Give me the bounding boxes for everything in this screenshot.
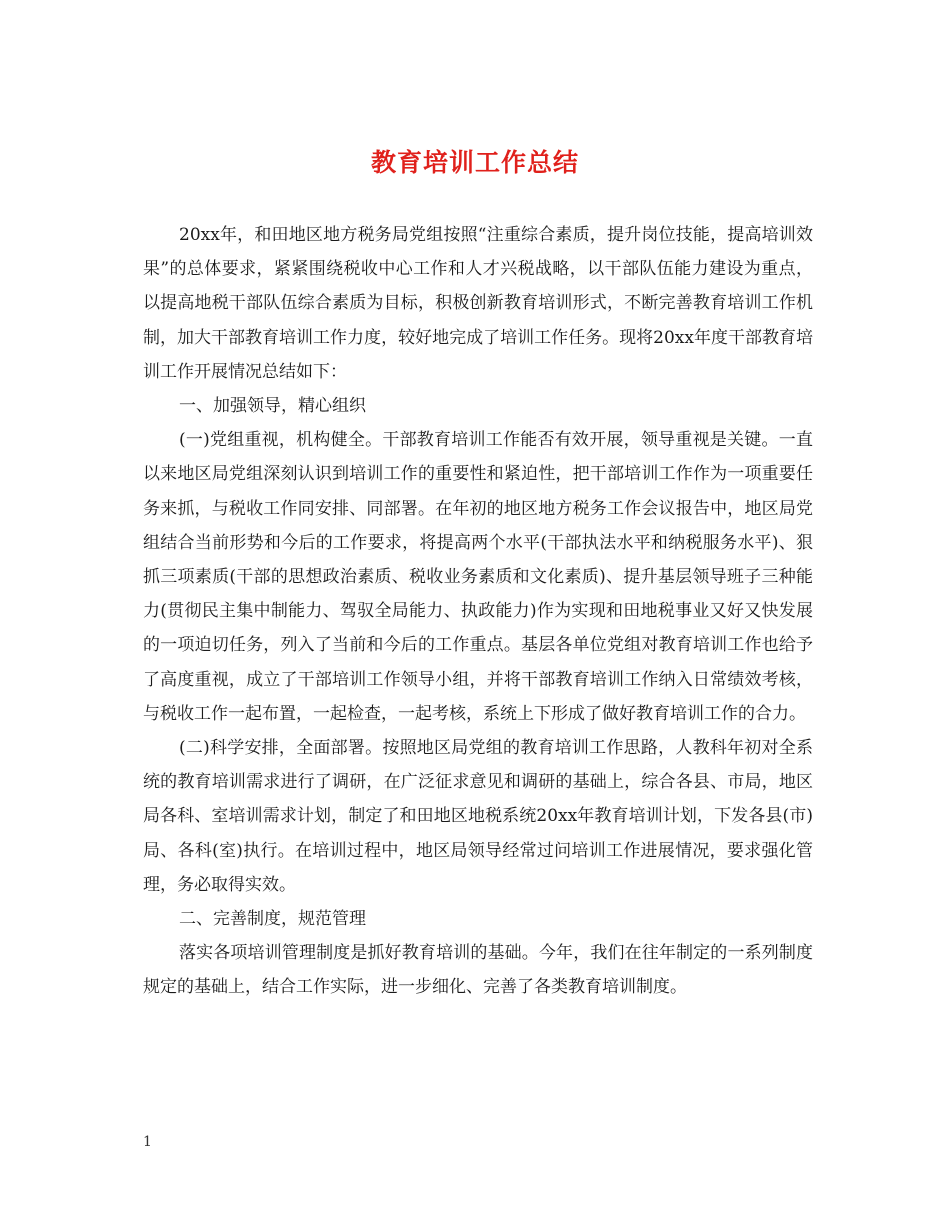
page-number: 1	[143, 1134, 152, 1150]
document-title: 教育培训工作总结	[370, 148, 579, 177]
paragraph-2: 落实各项培训管理制度是抓好教育培训的基础。今年，我们在往年制定的一系列制度规定的基础上，结合工作实际，进一步细化、完善了各类教育培训制度。	[143, 943, 813, 998]
section-heading-2: 二、完善制度，规范管理	[179, 909, 366, 930]
paragraph-1-1: (一)党组重视，机构健全。干部教育培训工作能否有效开展，领导重视是关键。一直以来地区局党组深刻认识到培训工作的重要性和紧迫性，把干部培训工作作为一项重要任务来抓，与税收工作同安排、同部署。在年初的地区地方税务工作会议报告中，地区局党组结合当前形势和今后的工作要求，将提高两个水平(干部执法水平和纳税服务水平)、狠抓三项素质(干部的思想政治素质、税收业务素质和文化素质)、提升基层领导班子三种能力(贯彻民主集中制能力、驾驭全局能力、执政能力)作为实现和田地税事业又好又快发展的一项迫切任务，列入了当前和今后的工作重点。基层各单位党组对教育培训工作也给予了高度重视，成立了干部培训工作领导小组，并将干部教育培训工作纳入日常绩效考核，与税收工作一起布置，一起检查，一起考核，系统上下形成了做好教育培训工作的合力。	[143, 430, 813, 724]
paragraph-intro: 20xx年，和田地区地方税务局党组按照“注重综合素质，提升岗位技能，提高培训效果”的总体要求，紧紧围绕税收中心工作和人才兴税战略，以干部队伍能力建设为重点，以提高地税干部队伍综合素质为目标，积极创新教育培训形式，不断完善教育培训工作机制，加大干部教育培训工作力度，较好地完成了培训工作任务。现将20xx年度干部教育培训工作开展情况总结如下：	[143, 225, 813, 382]
section-heading-1: 一、加强领导，精心组织	[179, 396, 366, 417]
document-body	[143, 218, 813, 1005]
paragraph-1-2: (二)科学安排，全面部署。按照地区局党组的教育培训工作思路，人教科年初对全系统的教育培训需求进行了调研，在广泛征求意见和调研的基础上，综合各县、市局，地区局各科、室培训需求计划，制定了和田地区地税系统20xx年教育培训计划，下发各县(市)局、各科(室)执行。在培训过程中，地区局领导经常过问培训工作进展情况，要求强化管理，务必取得实效。	[143, 738, 813, 895]
